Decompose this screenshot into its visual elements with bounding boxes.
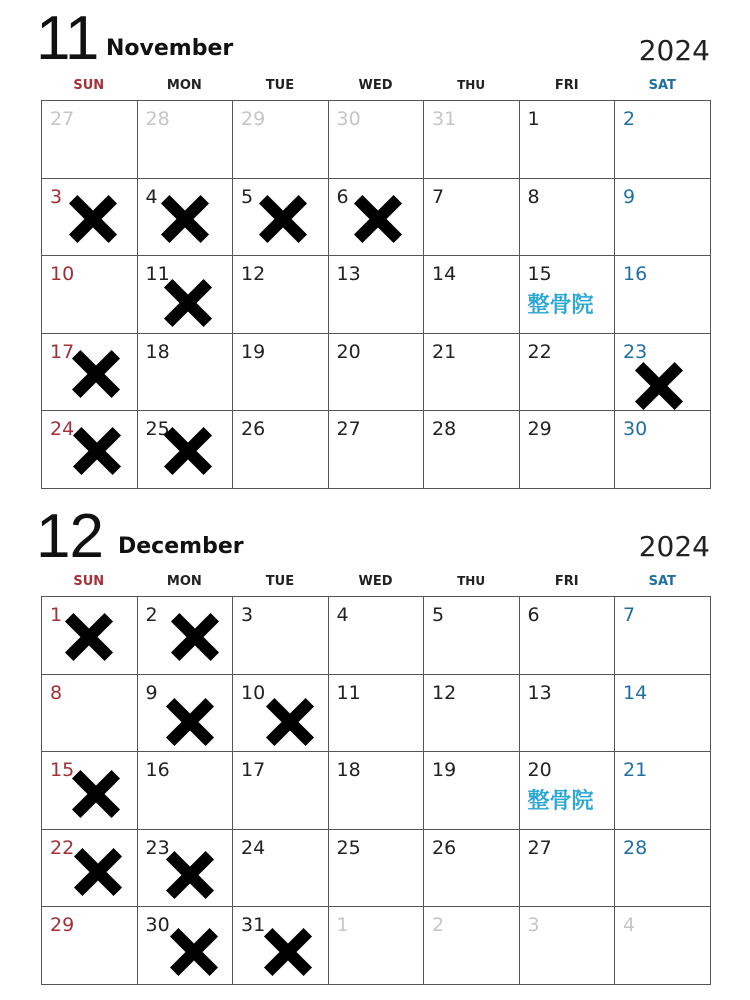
calendar-grid xyxy=(41,100,711,489)
day-number: 15 xyxy=(50,759,75,781)
day-number: 9 xyxy=(145,681,158,704)
day-number: 26 xyxy=(241,418,266,440)
day-number: 13 xyxy=(336,263,361,285)
weekday-header xyxy=(41,574,710,594)
month-number: 11 xyxy=(36,4,99,73)
day-cell xyxy=(42,256,138,334)
day-cell xyxy=(329,256,425,334)
day-cell xyxy=(520,101,616,179)
weekday-thu: THU xyxy=(457,574,486,588)
day-number: 21 xyxy=(623,759,648,781)
day-cell xyxy=(520,411,616,489)
day-number: 8 xyxy=(527,185,540,208)
day-cell xyxy=(424,830,520,908)
day-cell xyxy=(329,597,425,675)
month-name: December xyxy=(118,534,244,559)
weekday-mon: MON xyxy=(166,78,202,93)
closed-x-icon xyxy=(170,612,220,662)
day-number: 17 xyxy=(241,759,266,781)
week-row xyxy=(42,179,711,257)
day-number: 13 xyxy=(527,681,552,704)
day-cell xyxy=(329,830,425,908)
day-number: 9 xyxy=(623,185,636,208)
day-cell xyxy=(520,597,616,675)
day-cell xyxy=(329,675,425,753)
week-row xyxy=(42,675,711,753)
weekday-fri: FRI xyxy=(554,574,579,589)
day-number: 24 xyxy=(241,836,266,859)
day-cell xyxy=(615,597,711,675)
day-cell xyxy=(329,334,425,412)
day-cell xyxy=(233,830,329,908)
closed-x-icon xyxy=(160,194,210,244)
day-cell xyxy=(138,675,234,753)
day-cell xyxy=(138,752,234,830)
day-cell xyxy=(424,256,520,334)
closed-x-icon xyxy=(265,697,315,747)
day-number: 16 xyxy=(623,263,648,285)
closed-x-icon xyxy=(258,194,308,244)
week-row xyxy=(42,597,711,675)
day-cell xyxy=(138,101,234,179)
day-cell xyxy=(42,411,138,489)
day-cell xyxy=(233,597,329,675)
day-number: 6 xyxy=(336,185,349,208)
weekday-sun: SUN xyxy=(73,78,105,93)
day-number: 22 xyxy=(527,340,552,363)
day-cell xyxy=(329,101,425,179)
day-cell xyxy=(138,597,234,675)
day-number: 11 xyxy=(145,263,170,285)
weekday-sat: SAT xyxy=(648,574,676,589)
day-number: 4 xyxy=(145,185,158,208)
day-number: 26 xyxy=(432,836,457,859)
day-cell xyxy=(42,597,138,675)
day-number: 7 xyxy=(623,604,636,626)
day-number: 27 xyxy=(50,108,75,130)
day-cell xyxy=(424,101,520,179)
closed-x-icon xyxy=(72,426,122,476)
day-number: 4 xyxy=(336,604,349,626)
day-cell xyxy=(615,101,711,179)
day-number: 11 xyxy=(336,681,361,704)
day-cell xyxy=(138,179,234,257)
day-number: 17 xyxy=(50,340,75,363)
day-number: 30 xyxy=(145,914,170,936)
day-cell xyxy=(329,752,425,830)
day-cell xyxy=(520,752,616,830)
day-cell xyxy=(233,101,329,179)
day-number: 28 xyxy=(432,418,457,440)
day-number: 1 xyxy=(50,604,63,626)
day-number: 21 xyxy=(432,340,457,363)
day-cell xyxy=(233,675,329,753)
closed-x-icon xyxy=(71,349,121,399)
closed-x-icon xyxy=(71,769,121,819)
day-number: 23 xyxy=(145,836,170,859)
day-number: 23 xyxy=(623,340,648,363)
day-number: 28 xyxy=(145,108,170,130)
day-cell xyxy=(520,675,616,753)
closed-x-icon xyxy=(68,194,118,244)
weekday-wed: WED xyxy=(358,78,393,93)
day-number: 2 xyxy=(145,604,158,626)
day-number: 30 xyxy=(336,108,361,130)
closed-x-icon xyxy=(165,850,215,900)
closed-x-icon xyxy=(165,697,215,747)
closed-x-icon xyxy=(163,278,213,328)
day-cell xyxy=(615,907,711,985)
day-cell xyxy=(424,334,520,412)
day-number: 31 xyxy=(241,914,266,936)
day-cell xyxy=(42,101,138,179)
day-number: 22 xyxy=(50,836,75,859)
day-number: 10 xyxy=(50,263,75,285)
year: 2024 xyxy=(638,530,710,563)
day-number: 18 xyxy=(145,340,170,363)
weekday-sat: SAT xyxy=(648,78,676,93)
year: 2024 xyxy=(638,34,710,67)
day-cell xyxy=(615,179,711,257)
weekday-thu: THU xyxy=(457,78,486,92)
day-cell xyxy=(615,256,711,334)
weekday-sun: SUN xyxy=(73,574,105,589)
closed-x-icon xyxy=(353,194,403,244)
week-row xyxy=(42,830,711,908)
day-cell xyxy=(615,675,711,753)
closed-x-icon xyxy=(169,927,219,977)
day-number: 27 xyxy=(336,418,361,440)
weekday-header xyxy=(41,78,710,98)
day-cell xyxy=(329,907,425,985)
day-cell xyxy=(233,907,329,985)
day-number: 2 xyxy=(623,108,636,130)
day-number: 14 xyxy=(623,681,648,704)
day-number: 1 xyxy=(336,914,349,936)
day-number: 19 xyxy=(432,759,457,781)
day-number: 3 xyxy=(527,914,540,936)
day-cell xyxy=(138,256,234,334)
day-number: 10 xyxy=(241,681,266,704)
month-number: 12 xyxy=(36,502,103,571)
day-number: 14 xyxy=(432,263,457,285)
day-cell xyxy=(424,597,520,675)
day-cell xyxy=(615,830,711,908)
day-cell xyxy=(329,179,425,257)
day-cell xyxy=(520,830,616,908)
day-number: 27 xyxy=(527,836,552,859)
day-number: 12 xyxy=(432,681,457,704)
calendar-grid xyxy=(41,596,711,985)
day-cell xyxy=(615,411,711,489)
day-number: 7 xyxy=(432,185,445,208)
closed-x-icon xyxy=(634,361,684,411)
day-cell xyxy=(615,334,711,412)
month-name: November xyxy=(106,36,234,61)
day-cell xyxy=(42,675,138,753)
day-cell xyxy=(424,907,520,985)
weekday-tue: TUE xyxy=(265,574,295,589)
day-cell xyxy=(424,675,520,753)
week-row xyxy=(42,256,711,334)
day-cell xyxy=(520,179,616,257)
day-cell xyxy=(520,256,616,334)
weekday-wed: WED xyxy=(358,574,393,589)
weekday-fri: FRI xyxy=(554,78,579,93)
day-cell xyxy=(329,411,425,489)
day-cell xyxy=(42,752,138,830)
day-cell xyxy=(233,752,329,830)
weekday-tue: TUE xyxy=(265,78,295,93)
day-cell xyxy=(138,411,234,489)
day-cell xyxy=(520,907,616,985)
day-number: 8 xyxy=(50,681,63,704)
day-number: 31 xyxy=(432,108,457,130)
day-number: 18 xyxy=(336,759,361,781)
closed-x-icon xyxy=(263,927,313,977)
day-number: 20 xyxy=(527,759,552,781)
day-cell xyxy=(42,907,138,985)
day-number: 12 xyxy=(241,263,266,285)
day-cell xyxy=(424,179,520,257)
day-cell xyxy=(233,256,329,334)
day-cell xyxy=(424,752,520,830)
day-number: 29 xyxy=(527,418,552,440)
day-number: 20 xyxy=(336,340,361,363)
day-cell xyxy=(138,907,234,985)
weekday-mon: MON xyxy=(166,574,202,589)
day-number: 3 xyxy=(241,604,254,626)
clinic-note: 整骨院 xyxy=(527,293,594,318)
week-row xyxy=(42,411,711,489)
day-number: 25 xyxy=(145,418,170,440)
day-cell xyxy=(42,830,138,908)
day-cell xyxy=(520,334,616,412)
day-cell xyxy=(233,334,329,412)
day-number: 19 xyxy=(241,340,266,363)
day-number: 4 xyxy=(623,914,636,936)
clinic-note: 整骨院 xyxy=(527,789,594,814)
day-cell xyxy=(138,334,234,412)
day-cell xyxy=(233,411,329,489)
day-number: 5 xyxy=(432,604,445,626)
day-cell xyxy=(42,179,138,257)
day-cell xyxy=(42,334,138,412)
day-cell xyxy=(424,411,520,489)
day-number: 28 xyxy=(623,836,648,859)
day-number: 30 xyxy=(623,418,648,440)
day-number: 6 xyxy=(527,604,540,626)
day-number: 16 xyxy=(145,759,170,781)
day-number: 1 xyxy=(527,108,540,130)
day-number: 5 xyxy=(241,185,254,208)
day-cell xyxy=(615,752,711,830)
day-number: 3 xyxy=(50,185,63,208)
week-row xyxy=(42,907,711,985)
day-number: 29 xyxy=(241,108,266,130)
day-cell xyxy=(233,179,329,257)
day-number: 15 xyxy=(527,263,552,285)
week-row xyxy=(42,752,711,830)
closed-x-icon xyxy=(64,612,114,662)
closed-x-icon xyxy=(73,847,123,897)
day-number: 2 xyxy=(432,914,445,936)
day-number: 24 xyxy=(50,418,75,440)
day-number: 29 xyxy=(50,914,75,936)
day-cell xyxy=(138,830,234,908)
day-number: 25 xyxy=(336,836,361,859)
week-row xyxy=(42,334,711,412)
week-row xyxy=(42,101,711,179)
closed-x-icon xyxy=(163,426,213,476)
